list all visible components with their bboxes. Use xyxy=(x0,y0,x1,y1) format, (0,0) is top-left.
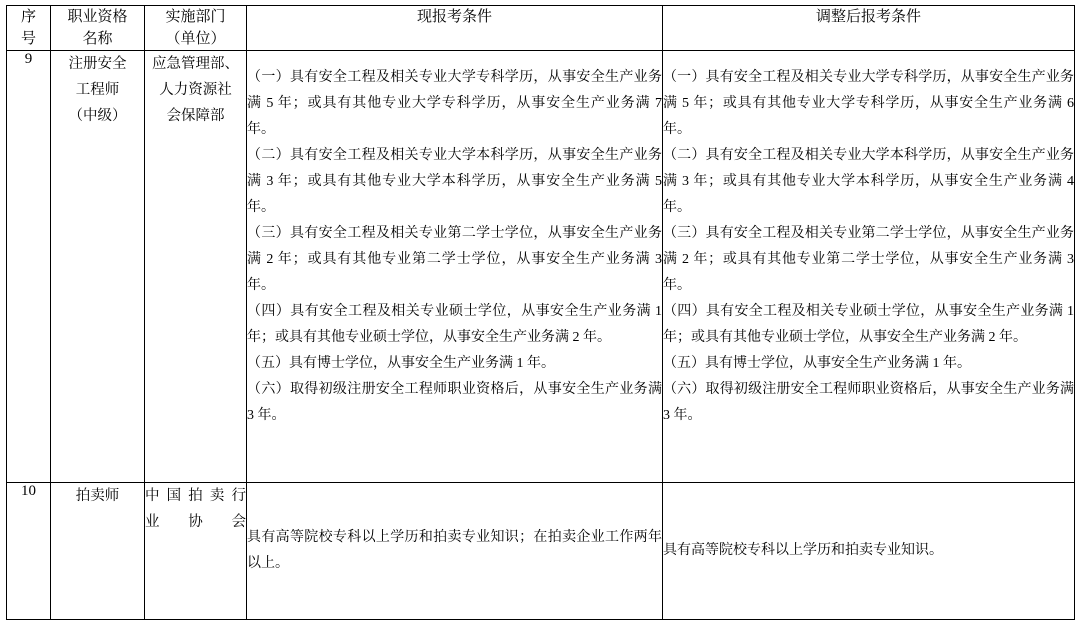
row-current-conditions xyxy=(247,51,663,483)
row-qualification-name xyxy=(51,51,145,483)
row-qualification-name-line1: 拍卖师 xyxy=(75,488,120,504)
column-header-qualification-name-line2: 名称 xyxy=(82,31,113,47)
row-department-line2: 业协会 xyxy=(145,514,246,530)
condition-item: （一）具有安全工程及相关专业大学专科学历，从事安全生产业务满 5 年；或具有其他专业大学专科学历，从事安全生产业务满 6 年。 xyxy=(663,70,1074,137)
condition-item: （五）具有博士学位，从事安全生产业务满 1 年。 xyxy=(663,356,971,371)
table-header xyxy=(7,6,1075,51)
condition-item: （二）具有安全工程及相关专业大学本科学历，从事安全生产业务满 3 年；或具有其他专业大学本科学历，从事安全生产业务满 4 年。 xyxy=(663,148,1074,215)
condition-item: （一）具有安全工程及相关专业大学专科学历，从事安全生产业务满 5 年；或具有其他专业大学专科学历，从事安全生产业务满 7 年。 xyxy=(247,70,662,137)
column-header-current-conditions: 现报考条件 xyxy=(247,6,663,51)
column-header-qualification-name-line1: 职业资格 xyxy=(67,9,128,25)
row-qualification-name xyxy=(51,483,145,620)
condition-item: （三）具有安全工程及相关专业第二学士学位，从事安全生产业务满 2 年；或具有其他专业第二学士学位，从事安全生产业务满 3 年。 xyxy=(247,226,662,293)
row-department-line3: 会保障部 xyxy=(166,108,225,124)
row-qualification-name-line1: 注册安全 xyxy=(68,56,127,72)
condition-item: （二）具有安全工程及相关专业大学本科学历，从事安全生产业务满 3 年；或具有其他专业大学本科学历，从事安全生产业务满 5 年。 xyxy=(247,148,662,215)
column-header-department-line1: 实施部门 xyxy=(165,9,226,25)
row-adjusted-conditions xyxy=(663,483,1075,620)
row-department-line1: 中国拍卖行 xyxy=(145,488,246,504)
row-department xyxy=(145,483,247,620)
row-qualification-name-line3: （中级） xyxy=(68,108,127,124)
table-header-row xyxy=(7,6,1075,51)
row-adjusted-conditions xyxy=(663,51,1075,483)
row-department-line2: 人力资源社 xyxy=(159,82,232,98)
column-header-department-line2: （单位） xyxy=(165,31,226,47)
row-department-line1: 应急管理部、 xyxy=(152,56,239,72)
row-sequence-number: 9 xyxy=(7,51,51,483)
document-page xyxy=(0,5,1080,635)
column-header-qualification-name xyxy=(51,6,145,51)
condition-item: （四）具有安全工程及相关专业硕士学位，从事安全生产业务满 1 年；或具有其他专业硕士学位，从事安全生产业务满 2 年。 xyxy=(663,304,1074,345)
table-body xyxy=(7,51,1075,620)
condition-item: 具有高等院校专科以上学历和拍卖专业知识。 xyxy=(663,543,943,558)
column-header-sequence-line1: 序 xyxy=(20,9,36,25)
row-sequence-number: 10 xyxy=(7,483,51,620)
row-qualification-name-line2: 工程师 xyxy=(75,82,120,98)
qualification-table xyxy=(6,5,1075,620)
table-row xyxy=(7,51,1075,483)
condition-item: （五）具有博士学位，从事安全生产业务满 1 年。 xyxy=(247,356,555,371)
condition-item: （三）具有安全工程及相关专业第二学士学位，从事安全生产业务满 2 年；或具有其他专业第二学士学位，从事安全生产业务满 3 年。 xyxy=(663,226,1074,293)
condition-item: （六）取得初级注册安全工程师职业资格后，从事安全生产业务满 3 年。 xyxy=(663,382,1074,423)
column-header-adjusted-conditions: 调整后报考条件 xyxy=(663,6,1075,51)
column-header-department xyxy=(145,6,247,51)
column-header-sequence-line2: 号 xyxy=(20,31,36,47)
condition-item: （四）具有安全工程及相关专业硕士学位，从事安全生产业务满 1 年；或具有其他专业硕士学位，从事安全生产业务满 2 年。 xyxy=(247,304,662,345)
row-department xyxy=(145,51,247,483)
column-header-sequence xyxy=(7,6,51,51)
row-current-conditions xyxy=(247,483,663,620)
table-row xyxy=(7,483,1075,620)
condition-item: （六）取得初级注册安全工程师职业资格后，从事安全生产业务满 3 年。 xyxy=(247,382,662,423)
condition-item: 具有高等院校专科以上学历和拍卖专业知识；在拍卖企业工作两年以上。 xyxy=(247,530,662,571)
